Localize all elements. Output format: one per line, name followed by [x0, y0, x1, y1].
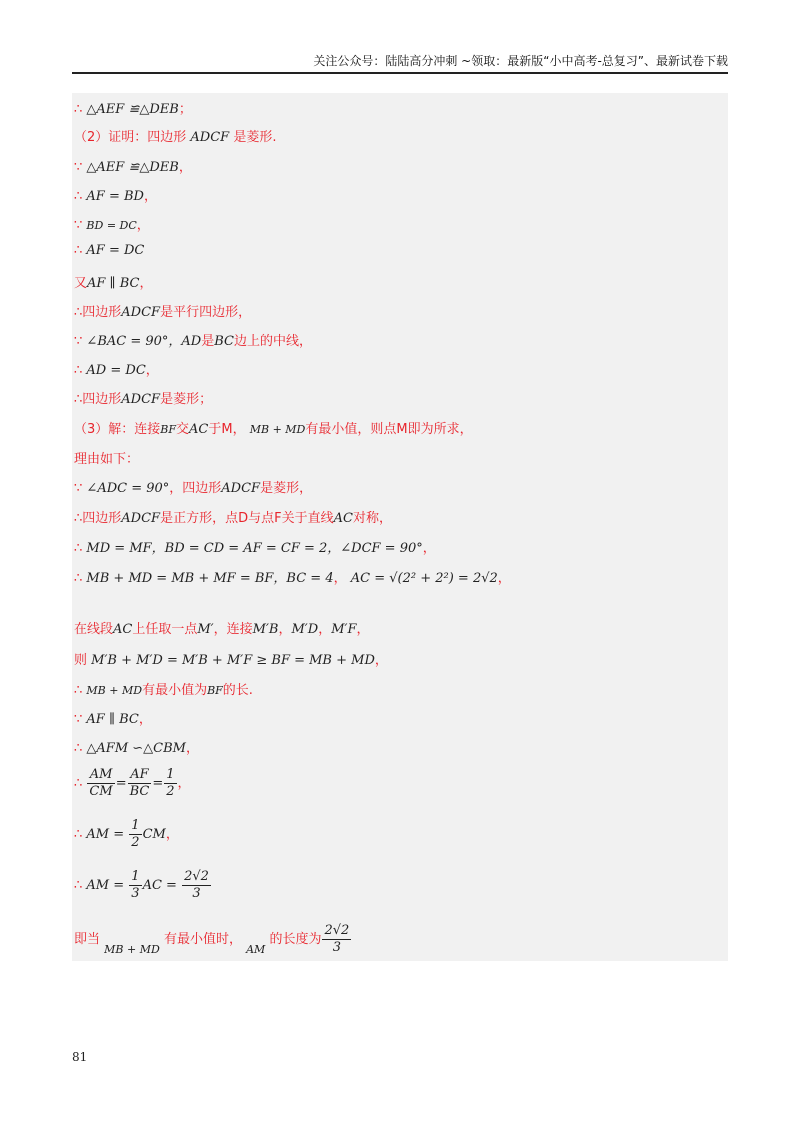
page-number: 81 [72, 1050, 88, 1064]
solution-line: ∴ AM = $\frac{1}{3}$ AC = $\frac{2√2}{3}$ [74, 869, 209, 901]
math-expression: ADCF [121, 392, 161, 407]
solution-line: ∴ △AEF ≌△DEB； [74, 102, 192, 117]
solution-line: 则 M′B + M′D = M′B + M′F ≥ BF = MB + MD， [74, 653, 388, 668]
fraction: $\frac{1}{2}$ [131, 818, 140, 850]
solution-content [72, 93, 728, 961]
solution-line: ∵ ∠ADC = 90°，四边形ADCF是菱形， [74, 481, 313, 496]
math-expression: △AEF ≌△DEB [86, 102, 179, 117]
math-expression: AF = BD [86, 189, 144, 204]
solution-line: ∴ AF = BD， [74, 189, 157, 204]
solution-line: ∵ △AEF ≌△DEB， [74, 160, 192, 175]
solution-line: （2）证明：四边形 ADCF 是菱形. [74, 130, 277, 145]
therefore-symbol: ∴ [74, 102, 83, 117]
fraction: $\frac{AM}{CM}$ [89, 767, 113, 799]
solution-line: ∴ △AFM ∽△CBM， [74, 741, 199, 756]
solution-line: ∴ MB + MD有最小值为BF的长. [74, 683, 253, 698]
solution-line: 又AF ∥ BC， [74, 276, 153, 291]
solution-line: ∴ AF = DC [74, 243, 145, 258]
solution-line: ∴ AD = DC， [74, 363, 159, 378]
solution-line: ∴ AM = $\frac{1}{2}$ CM， [74, 818, 179, 850]
solution-line: 在线段AC上任取一点M′，连接M′B，M′D，M′F， [74, 622, 370, 637]
solution-line: 理由如下： [74, 452, 140, 467]
solution-line: ∴ MB + MD = MB + MF = BF，BC = 4， AC = √(2² + 2²) = 2√2， [74, 571, 511, 586]
solution-line: ∵ AF ∥ BC， [74, 712, 152, 727]
solution-line: 即当 $_{MB + MD}$ 有最小值时， $_{AM}$ 的长度为 $\frac{2√2}{3}$ [74, 923, 350, 956]
because-symbol: ∵ [74, 160, 83, 175]
solution-line: ∵ BD = DC， [74, 218, 150, 233]
math-expression: ADCF [190, 130, 230, 145]
math-expression: ∠BAC = 90°，AD [86, 334, 202, 349]
page-header: 关注公众号：陆陆高分冲刺 ~领取：最新版“小中高考-总复习”、最新试卷下载 [72, 50, 728, 74]
math-expression: △AEF ≌△DEB [86, 160, 179, 175]
math-expression: BD = DC [86, 219, 137, 232]
fraction: $\frac{AF}{BC}$ [129, 767, 150, 799]
math-expression: AF ∥ BC [87, 276, 140, 291]
solution-line: ∵ ∠BAC = 90°，AD是BC边上的中线， [74, 334, 312, 349]
fraction: $\frac{2√2}{3}$ [184, 869, 209, 901]
solution-line: ∴四边形ADCF是菱形； [74, 392, 213, 407]
solution-line: （3）解：连接BF交AC于M， MB + MD有最小值，则点M即为所求， [74, 422, 473, 437]
fraction: $\frac{1}{3}$ [131, 869, 140, 901]
solution-line: ∴四边形ADCF是正方形，点D与点F关于直线AC对称， [74, 511, 392, 526]
solution-line: ∴ $\frac{AM}{CM}$ = $\frac{AF}{BC}$ = $\frac{1}{2}$ ， [74, 767, 191, 799]
solution-line: ∴ MD = MF，BD = CD = AF = CF = 2，∠DCF = 90°， [74, 541, 436, 556]
math-expression: ADCF [121, 305, 161, 320]
fraction: $\frac{2√2}{3}$ [324, 923, 350, 955]
math-expression: AF = DC [86, 243, 145, 258]
fraction: $\frac{1}{2}$ [166, 767, 175, 799]
solution-line: ∴四边形ADCF是平行四边形， [74, 305, 252, 320]
math-expression: AD = DC [86, 363, 146, 378]
